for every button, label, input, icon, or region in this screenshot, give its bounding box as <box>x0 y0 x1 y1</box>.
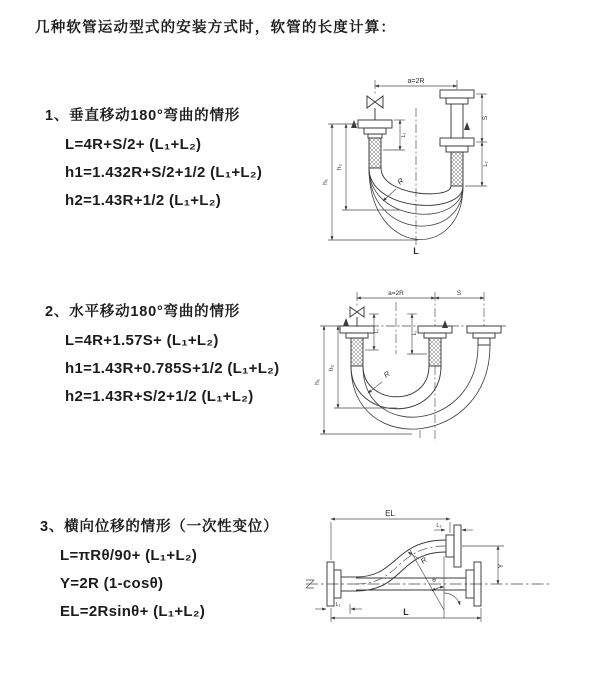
section-2-heading: 2、水平移动180°弯曲的情形 <box>45 304 241 320</box>
flow-arrows <box>351 120 470 130</box>
dim-label-el: EL <box>385 509 395 518</box>
dim-label-h1: h₁ <box>322 179 329 185</box>
dim-label-r: R <box>418 555 429 566</box>
dimension-labels <box>314 290 462 385</box>
diagram-vertical-180-bend <box>310 72 600 257</box>
formula-h1: h1=1.43R+0.785S+1/2 (L₁+L₂) <box>65 360 280 377</box>
dim-label-s: S <box>482 115 489 121</box>
hose-curves <box>351 345 490 429</box>
dim-label-r: R <box>395 176 406 187</box>
dimension-lines <box>315 519 504 622</box>
section-3-heading: 3、横向位移的情形（一次性变位） <box>40 519 279 535</box>
braid-section <box>451 152 463 186</box>
section-1-heading: 1、垂直移动180°弯曲的情形 <box>45 108 241 124</box>
pipe-fittings <box>358 90 474 186</box>
braid-section <box>369 138 381 168</box>
dim-label-l2: L₂ <box>412 330 418 336</box>
dim-label-a2r: a=2R <box>388 290 404 297</box>
dimension-labels <box>322 78 489 256</box>
formula-L: L=4R+S/2+ (L₁+L₂) <box>65 136 202 153</box>
dim-label-l2: L₂ <box>483 161 489 167</box>
dim-label-theta: θ <box>432 577 436 584</box>
dim-label-h2: h₂ <box>328 364 335 372</box>
dim-label-l1: L₁ <box>401 132 407 138</box>
section-horizontal-180 <box>45 300 279 416</box>
diagram-lateral-displacement <box>298 506 598 641</box>
centerlines <box>375 80 457 246</box>
formula-h1: h1=1.432R+S/2+1/2 (L₁+L₂) <box>65 164 263 181</box>
dim-label-l2: L₂ <box>436 523 442 529</box>
page-title: 几种软管运动型式的安装方式时，软管的长度计算： <box>35 20 397 36</box>
formula-L: L=4R+1.57S+ (L₁+L₂) <box>65 332 219 349</box>
formula-Y: Y=2R (1-cosθ) <box>60 575 164 592</box>
dim-label-r: R <box>381 369 392 380</box>
dimension-labels <box>336 509 505 617</box>
diagram-horizontal-180-bend <box>312 286 600 461</box>
dim-label-y: Y <box>498 563 505 569</box>
dim-label-h1: h₁ <box>314 379 321 385</box>
dim-label-l1: L₁ <box>374 328 380 334</box>
dim-label-l1: L₁ <box>335 602 341 608</box>
formula-h2: h2=1.43R+1/2 (L₁+L₂) <box>65 192 222 209</box>
dim-label-l: L <box>403 607 409 617</box>
valve-icon <box>367 96 383 120</box>
formula-h2: h2=1.43R+S/2+1/2 (L₁+L₂) <box>65 388 254 405</box>
formula-EL: EL=2Rsinθ+ (L₁+L₂) <box>60 603 206 620</box>
flow-arrows <box>343 318 448 328</box>
braid-section <box>429 338 441 366</box>
formula-L: L=πRθ/90+ (L₁+L₂) <box>60 547 198 564</box>
dim-label-l: L <box>413 246 419 256</box>
dim-label-h2: h₂ <box>336 163 343 171</box>
dim-label-a2r: a=2R <box>407 78 425 85</box>
section-lateral-displacement <box>40 515 278 631</box>
pipe-fittings <box>327 525 481 606</box>
braid-section <box>351 338 363 366</box>
dim-label-s: S <box>456 290 462 297</box>
section-vertical-180 <box>45 104 262 220</box>
valve-icon <box>350 307 364 326</box>
dimension-lines <box>320 298 484 438</box>
